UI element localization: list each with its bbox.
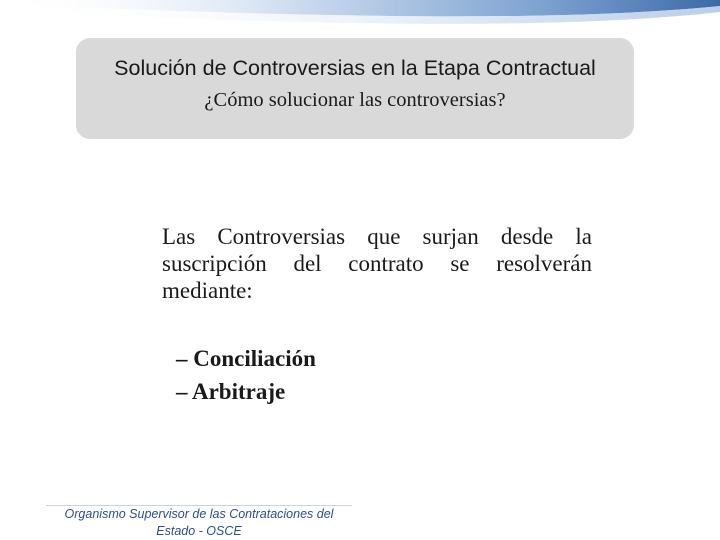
slide-title: Solución de Controversias en la Etapa Contractual [114, 56, 596, 80]
footer-line-1: Organismo Supervisor de las Contrataciones del [64, 507, 334, 521]
body-paragraph: Las Controversias que surjan desde la suscripción del contrato se resolverán mediante: [162, 224, 592, 303]
title-box [76, 38, 634, 139]
bullet-list [176, 342, 316, 408]
header-swoosh-decoration [0, 0, 720, 40]
bullet-item-conciliacion: – Conciliación [176, 346, 316, 371]
bullet-item-arbitraje: – Arbitraje [176, 379, 286, 404]
slide-subtitle: ¿Cómo solucionar las controversias? [204, 89, 506, 111]
footer-organization [46, 506, 352, 540]
footer-line-2: Estado - OSCE [156, 524, 242, 538]
